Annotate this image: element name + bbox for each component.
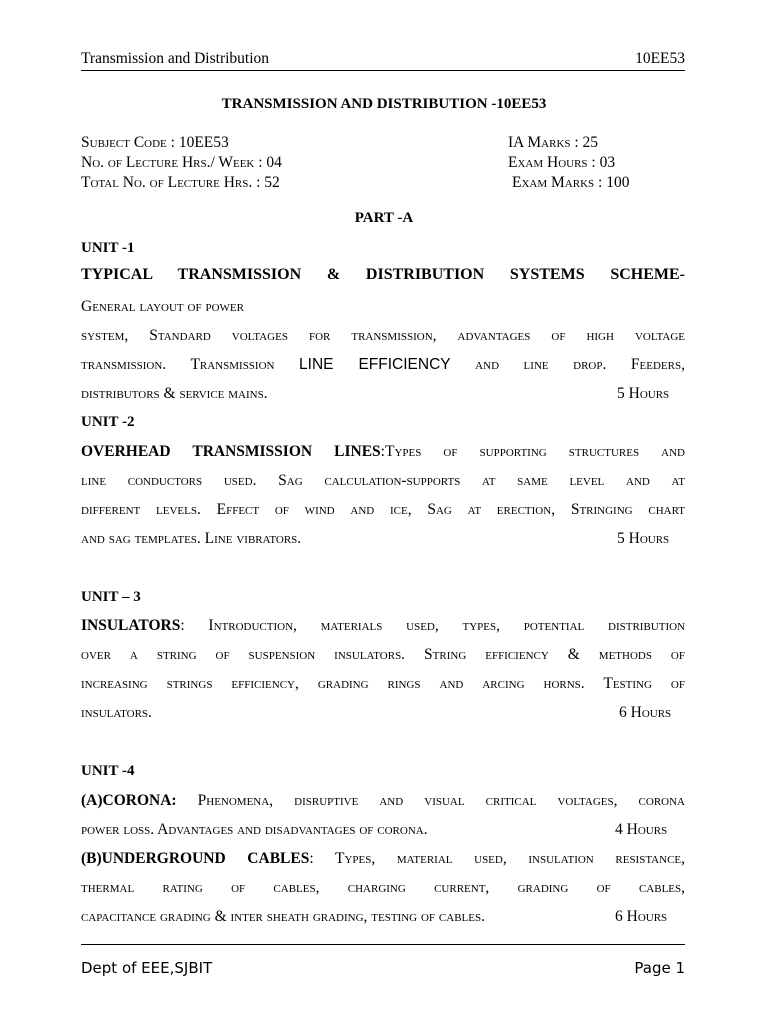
unit-4-line-b1	[81, 850, 685, 868]
subject-code: Subject Code : 10EE53	[81, 134, 229, 151]
lecture-hrs-week: No. of Lecture Hrs./ Week : 04	[81, 154, 282, 171]
unit-3-line-4: insulators.	[81, 704, 152, 721]
header-course-title: Transmission and Distribution	[81, 50, 270, 67]
unit-4-line-b3: capacitance grading & inter sheath grading, testing of cables.	[81, 908, 485, 925]
unit-1-line-3-c: and line drop. Feeders,	[450, 356, 685, 373]
unit-4-hours-b: 6 Hours	[615, 908, 668, 925]
unit-1-title: UNIT -1	[81, 240, 135, 256]
unit-3-line-1-text: : Introduction, materials used, types, potential distribution	[180, 617, 685, 634]
unit-2-hours: 5 Hours	[617, 530, 670, 547]
document-title: TRANSMISSION AND DISTRIBUTION -10EE53	[221, 96, 547, 112]
unit-3-title: UNIT – 3	[81, 589, 141, 605]
header-course-code: 10EE53	[635, 50, 685, 67]
exam-marks: Exam Marks : 100	[512, 174, 630, 191]
unit-1-line-3	[81, 356, 685, 374]
exam-hours: Exam Hours : 03	[508, 154, 616, 171]
footer-page-number: Page 1	[634, 959, 685, 977]
unit-1-line-4: distributors & service mains.	[81, 385, 268, 402]
unit-2-line-1	[81, 443, 685, 461]
unit-2-line-4: and sag templates. Line vibrators.	[81, 530, 302, 547]
unit-4-lead-b: (B)UNDERGROUND CABLES	[81, 850, 310, 867]
unit-2-line-2: line conductors used. Sag calculation-supports at same level and at	[81, 472, 685, 489]
ia-marks: IA Marks : 25	[508, 134, 599, 151]
unit-4-hours-a: 4 Hours	[615, 821, 668, 838]
unit-2-line-3: different levels. Effect of wind and ice, Sag at erection, Stringing chart	[81, 501, 685, 518]
unit-3-hours: 6 Hours	[619, 704, 672, 721]
footer-department: Dept of EEE,SJBIT	[81, 959, 213, 977]
unit-4-lead-a: (A)CORONA:	[81, 792, 177, 809]
unit-1-line-3-a: transmission. Transmission	[81, 356, 300, 373]
unit-3-line-3: increasing strings efficiency, grading rings and arcing horns. Testing of	[81, 675, 685, 692]
unit-4-line-b1-text: : Types, material used, insulation resistance,	[309, 850, 685, 867]
unit-4-line-b2: thermal rating of cables, charging current, grading of cables,	[81, 879, 685, 896]
unit-4-line-a2: power loss. Advantages and disadvantages of corona.	[81, 821, 428, 838]
unit-1-line-1: General layout of power	[81, 298, 244, 315]
part-heading: PART -A	[354, 210, 414, 226]
unit-1-heading: TYPICAL TRANSMISSION & DISTRIBUTION SYSTEMS SCHEME-	[81, 266, 685, 283]
unit-4-title: UNIT -4	[81, 763, 135, 779]
unit-2-lead: OVERHEAD TRANSMISSION LINES	[81, 443, 381, 460]
total-lecture-hrs: Total No. of Lecture Hrs. : 52	[81, 174, 280, 191]
unit-2-title: UNIT -2	[81, 414, 135, 430]
unit-3-lead: INSULATORS	[81, 617, 181, 634]
unit-3-line-2: over a string of suspension insulators. String efficiency & methods of	[81, 646, 685, 663]
unit-2-line-1-text: :Types of supporting structures and	[380, 443, 685, 460]
page-footer	[81, 944, 685, 977]
unit-3-line-1	[81, 617, 685, 635]
unit-1-line-2: system, Standard voltages for transmission, advantages of high voltage	[81, 327, 685, 344]
unit-1-line-efficiency: LINE EFFICIENCY	[299, 356, 451, 373]
unit-1-hours: 5 Hours	[617, 385, 670, 402]
unit-4-line-a1-text: Phenomena, disruptive and visual critical voltages, corona	[176, 792, 685, 809]
page-header	[81, 50, 685, 71]
unit-4-line-a1	[81, 792, 685, 810]
